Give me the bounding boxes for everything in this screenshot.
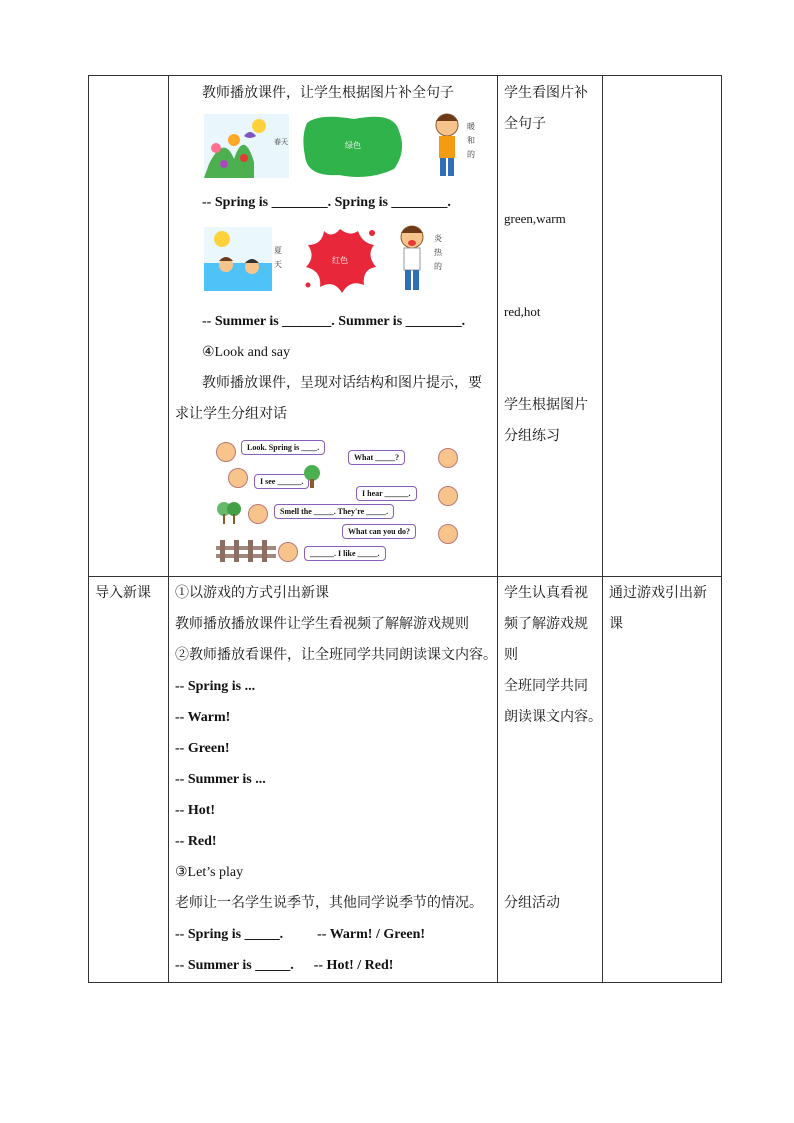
child-face-5 [248,504,268,524]
green-blob-image [299,111,409,181]
child-face-6 [438,524,458,544]
summer-label-image [272,239,292,279]
new-lesson-line-8: -- Hot! [175,803,216,818]
child-face-4 [438,486,458,506]
bubble-5: Smell the _____. They're _____. [274,504,394,519]
stage-label: 导入新课 [95,585,151,601]
teacher-activity-cell [169,76,498,577]
student-line-5: 朗读课文内容。 [504,709,602,725]
child-face-3 [228,468,248,488]
fence-icon [216,538,276,562]
table-row [89,76,722,577]
table-row [89,577,722,983]
spring-prompt: -- Spring is _____. [175,927,284,942]
stage-cell-empty [89,76,169,577]
red-label: 红色 [332,256,348,265]
child-face-1 [216,442,236,462]
new-lesson-line-13 [169,950,497,981]
bubble-3: I see ______. [254,474,309,489]
spring-sentence: -- Spring is ________. Spring is ________. [202,195,451,210]
student-text-2: 全句子 [504,116,546,132]
new-lesson-line-6: -- Green! [175,741,230,756]
summer-prompt: -- Summer is _____. [175,958,294,973]
new-lesson-line-3: ②教师播放看课件，让全班同学共同朗读课文内容。 [175,647,497,663]
summer-scene-image [204,227,272,291]
spring-scene-image [204,114,289,178]
student-line-3: 则 [504,647,518,663]
answer-summer: red,hot [504,304,541,319]
hot-label-2: 热 [434,248,442,257]
spring-pictures [169,109,497,183]
dialog-instruction-2: 求让学生分组对话 [175,406,287,422]
student-activity-cell [498,577,603,983]
dialog-instruction-1: 教师播放课件，呈现对话结构和图片提示，要 [202,375,482,391]
tree-icon [300,464,324,488]
summer-pictures [169,218,497,300]
summer-sentence: -- Summer is _______. Summer is ________. [202,314,466,329]
green-label: 绿色 [345,141,361,150]
bubble-6: What can you do? [342,524,416,539]
bubble-4: I hear ______. [356,486,417,501]
student-text-3: 学生根据图片 [504,397,588,413]
child-face-2 [438,448,458,468]
warm-label-3: 的 [467,150,475,159]
new-lesson-line-11: 老师让一名学生说季节，其他同学说季节的情况。 [175,895,483,911]
bubble-1: Look. Spring is ____. [241,440,325,455]
purpose-line-2: 课 [609,616,623,632]
new-lesson-line-4: -- Spring is ... [175,679,256,694]
purpose-cell-empty [603,76,722,577]
hot-label-3: 的 [434,262,442,271]
new-lesson-line-1: ①以游戏的方式引出新课 [175,585,329,601]
red-blob-image [300,223,380,295]
new-lesson-line-5: -- Warm! [175,710,231,725]
student-text-1: 学生看图片补 [504,85,588,101]
new-lesson-line-12 [169,919,497,950]
student-activity-cell [498,76,603,577]
intro-line: 教师播放课件，让学生根据图片补全句子 [202,85,454,101]
hot-boy-image [394,221,459,297]
trees-icon [216,500,242,526]
summer-label-1: 夏 [274,246,282,255]
dialog-picture [216,436,476,566]
spring-label: 春天 [274,138,288,146]
lesson-plan-table [88,75,722,983]
summer-response: -- Hot! / Red! [313,958,394,973]
spring-response: -- Warm! / Green! [317,927,426,942]
student-line-6: 分组活动 [504,895,560,911]
student-line-2: 频了解游戏规 [504,616,588,632]
purpose-line-1: 通过游戏引出新 [609,585,707,601]
bubble-7: ______. I like _____. [304,546,386,561]
new-lesson-line-7: -- Summer is ... [175,772,266,787]
student-text-4: 分组练习 [504,428,560,444]
warm-label-2: 和 [467,136,475,145]
look-and-say-heading: ④Look and say [202,345,290,360]
student-line-1: 学生认真看视 [504,585,588,601]
new-lesson-line-2: 教师播放播放课件让学生看视频了解解游戏规则 [175,616,469,632]
stage-cell [89,577,169,983]
summer-label-2: 天 [274,260,282,269]
new-lesson-line-10: ③Let’s play [175,865,244,880]
purpose-cell [603,577,722,983]
warm-label-1: 暖 [467,122,475,131]
answer-spring: green,warm [504,211,566,226]
hot-label-1: 炎 [434,234,442,243]
bubble-2: What _____? [348,450,405,465]
teacher-activity-cell [169,577,498,983]
student-line-4: 全班同学共同 [504,678,588,694]
warm-boy-image [429,111,489,181]
new-lesson-line-9: -- Red! [175,834,217,849]
child-face-7 [278,542,298,562]
